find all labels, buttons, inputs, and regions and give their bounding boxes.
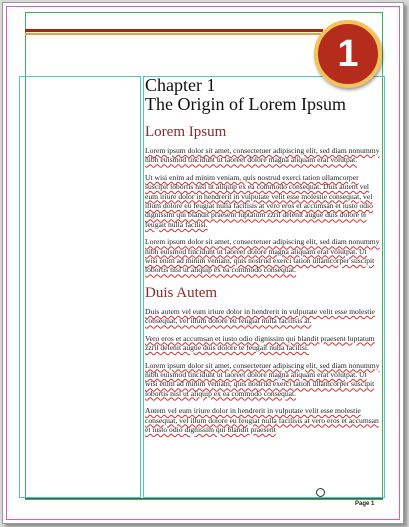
footer-rule bbox=[25, 498, 383, 499]
body-paragraph: Lorem ipsum dolor sit amet, consectetuer adipiscing elit, sed diam nonummy nibh euismod tincidunt ut laoreet dolore magna aliquam erat volutpat. bbox=[145, 146, 380, 165]
text-overset-icon[interactable] bbox=[316, 488, 325, 497]
story-content[interactable] bbox=[145, 76, 381, 442]
body-paragraph: Lorem ipsum dolor sit amet, consectetuer adipiscing elit, sed diam nonummy nibh euismod tincidunt ut laoreet dolore magna aliquam erat volutpat. Ut wisi enim ad minim veniam, quis nostrud exerci tation ullamcorper suscipit lobortis nisl ut aliquip ex ea commodo consequat. bbox=[145, 360, 380, 398]
document-page bbox=[2, 2, 404, 524]
body-paragraph: Autem vel eum iriure dolor in hendrerit in vulputate velit esse molestie consequat, vel illum dolore eu feugiat nulla facilisis at vero eros et accumsan et iusto odio dignissim qui blandit praesent bbox=[145, 406, 379, 434]
body-paragraph: Ut wisi enim ad minim veniam, quis nostrud exerci tation ullamcorper suscipit lobortis nisl ut aliquip ex ea commodo consequat. Duis autem vel eum iriure dolor in hendrerit in vulputate velit esse molestie consequat, vel illum dolore eu feugiat nulla facilisis at vero eros et accumsan et iusto odio dignissim qui blandit praesent luptatum zzril delenit augue duis dolore te feugait nulla facilisi. bbox=[145, 172, 373, 229]
section-heading: Lorem Ipsum bbox=[145, 124, 227, 140]
chapter-number: 1 bbox=[337, 32, 359, 75]
chapter-title-line1: Chapter 1 bbox=[145, 75, 216, 95]
header-rule-orange bbox=[25, 33, 323, 35]
page-number: Page 1 bbox=[355, 501, 375, 507]
header-rule-red bbox=[25, 29, 323, 32]
body-paragraph: Lorem ipsum dolor sit amet, consectetuer adipiscing elit, sed diam nonummy nibh euismod tincidunt ut laoreet dolore magna aliquam erat volutpat. Ut wisi enim ad minim veniam, quis nostrud exerci tation ullamcorper suscipit lobortis nisl ut aliquip ex ea commodo consequat. bbox=[145, 237, 380, 275]
body-paragraph: Vero eros et accumsan et iusto odio dignissim qui blandit praesent luptatum zzril delenit augue duis dolore te feugait nulla facilisi. bbox=[145, 333, 375, 353]
chapter-title-line2: The Origin of Lorem Ipsum bbox=[145, 94, 346, 114]
section-heading: Duis Autem bbox=[145, 284, 218, 301]
sidebar-column-guide bbox=[19, 76, 141, 498]
body-paragraph: Duis autem vel eum iriure dolor in hendrerit in vulputate velit esse molestie consequat, vel illum dolore eu feugiat nulla facilisis at. bbox=[145, 306, 375, 326]
